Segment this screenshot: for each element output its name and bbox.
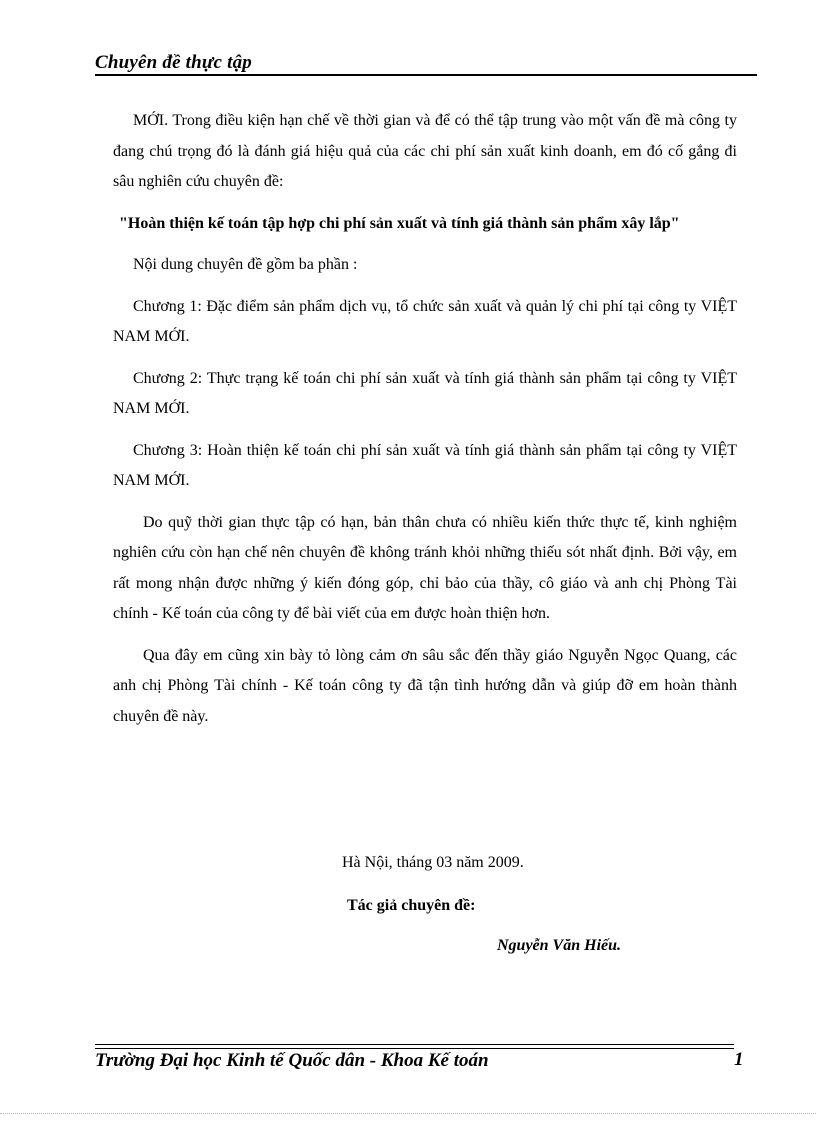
footer-institution: Trường Đại học Kinh tế Quốc dân - Khoa Kế toán — [95, 1050, 489, 1071]
running-header-title: Chuyên đề thực tập — [95, 52, 252, 73]
header-rule — [95, 74, 757, 76]
limitations-paragraph: Do quỹ thời gian thực tập có hạn, bản thân chưa có nhiều kiến thức thực tế, kinh nghiệm nghiên cứu còn hạn chế nên chuyên đề không tránh khỏi những thiếu sót nhất định. Bởi vậy, em rất mong nhận được những ý kiến đóng góp, chỉ bảo của thầy, cô giáo và anh chị Phòng Tài chính - Kế toán của công ty để bài viết của em được hoàn thiện hơn. — [113, 513, 737, 622]
topic-title: "Hoàn thiện kế toán tập hợp chi phí sản xuất và tính giá thành sản phẩm xây lắp" — [119, 214, 680, 232]
chapter-2: Chương 2: Thực trạng kế toán chi phí sản xuất và tính giá thành sản phẩm tại công ty VIỆT NAM MỚI. — [113, 369, 737, 417]
signature-date: Hà Nội, tháng 03 năm 2009. — [342, 854, 524, 871]
intro-paragraph: MỚI. Trong điều kiện hạn chế về thời gian và để có thể tập trung vào một vấn đề mà công ty đang chú trọng đó là đánh giá hiệu quả của các chi phí sản xuất kinh doanh, em đó cố gắng đi sâu nghiên cứu chuyên đề: — [113, 112, 737, 190]
page-number: 1 — [734, 1049, 744, 1070]
signature-author-name: Nguyễn Văn Hiếu. — [497, 937, 622, 954]
body-text — [113, 106, 737, 732]
content-intro: Nội dung chuyên đề gồm ba phần : — [133, 256, 358, 273]
page-edge-divider — [0, 1113, 816, 1114]
chapter-3: Chương 3: Hoàn thiện kế toán chi phí sản xuất và tính giá thành sản phẩm tại công ty VIỆT NAM MỚI. — [113, 441, 737, 489]
chapter-1: Chương 1: Đặc điểm sản phẩm dịch vụ, tổ chức sản xuất và quản lý chi phí tại công ty VIỆT NAM MỚI. — [113, 297, 737, 345]
thanks-paragraph: Qua đây em cũng xin bày tỏ lòng cảm ơn sâu sắc đến thầy giáo Nguyễn Ngọc Quang, các anh chị Phòng Tài chính - Kế toán công ty đã tận tình hướng dẫn và giúp đỡ em hoàn thành chuyên đề này. — [113, 646, 737, 725]
signature-author-label: Tác giả chuyên đề: — [347, 897, 476, 914]
footer-rule — [95, 1044, 734, 1049]
